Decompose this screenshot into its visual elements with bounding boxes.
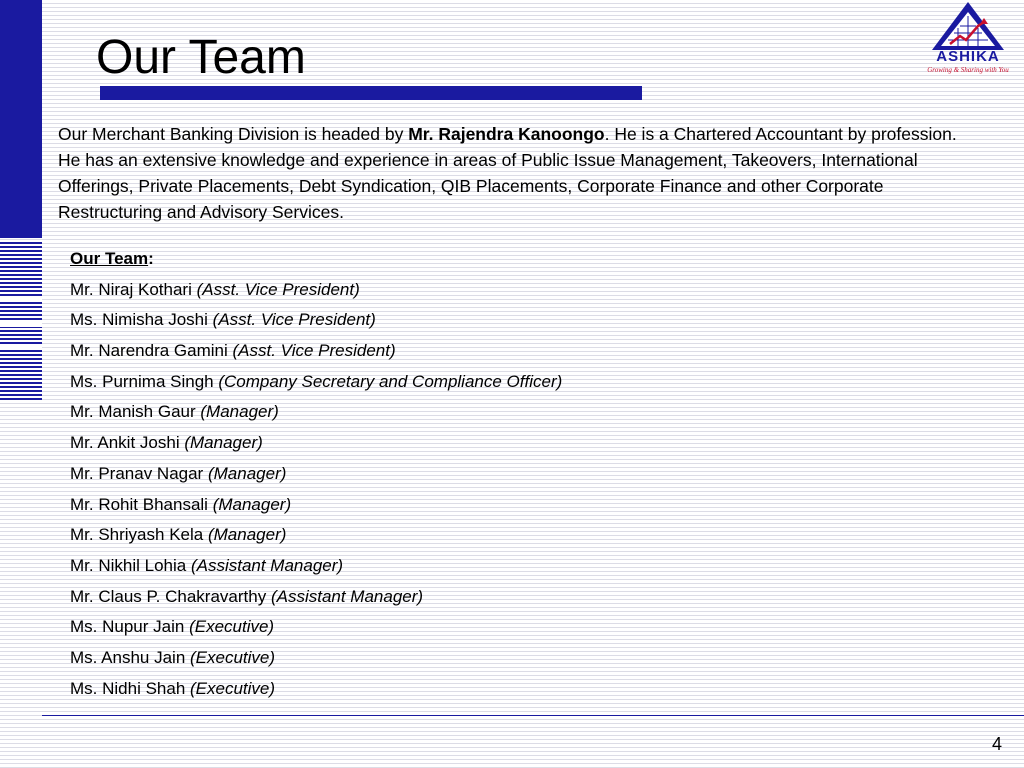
team-member (70, 522, 562, 553)
member-name: Ms. Purnima Singh (70, 371, 214, 391)
footer-divider (42, 715, 1024, 716)
ashika-logo (918, 0, 1018, 80)
intro-paragraph (58, 121, 968, 225)
slide-title: Our Team (96, 31, 306, 84)
logo-wordmark: ASHIKA (936, 48, 1000, 65)
member-role: (Assistant Manager) (190, 555, 344, 575)
member-role: (Manager) (207, 463, 287, 483)
division-head-name: Mr. Rajendra Kanoongo (408, 124, 605, 144)
member-name: Mr. Manish Gaur (70, 402, 196, 422)
team-heading-colon: : (148, 249, 154, 268)
intro-text-before: Our Merchant Banking Division is headed by (58, 124, 409, 144)
member-role: (Manager) (200, 402, 279, 422)
team-member (70, 492, 562, 523)
team-member (70, 614, 562, 645)
member-role: (Executive) (189, 617, 275, 637)
team-list (70, 246, 562, 706)
member-role: (Assistant Manager) (270, 586, 424, 606)
team-member (70, 430, 562, 461)
member-name: Ms. Nidhi Shah (70, 678, 186, 698)
logo-tagline: Growing & Sharing with You (927, 66, 1009, 74)
member-role: (Company Secretary and Compliance Officer) (218, 371, 563, 391)
member-name: Mr. Ankit Joshi (70, 433, 180, 453)
member-role: (Asst. Vice President) (196, 279, 360, 299)
team-member (70, 676, 562, 707)
team-member (70, 399, 562, 430)
team-member (70, 369, 562, 400)
member-role: (Manager) (212, 494, 292, 514)
page-number: 4 (991, 734, 1002, 754)
member-role: (Manager) (184, 433, 263, 453)
team-heading (70, 246, 562, 277)
ashika-triangle-icon (918, 0, 1018, 52)
member-name: Ms. Nupur Jain (70, 617, 185, 637)
member-name: Ms. Anshu Jain (70, 647, 186, 667)
team-member (70, 584, 562, 615)
team-member (70, 553, 562, 584)
member-role: (Asst. Vice President) (212, 310, 376, 330)
member-role: (Manager) (207, 525, 287, 545)
member-name: Mr. Rohit Bhansali (70, 494, 208, 514)
member-name: Ms. Nimisha Joshi (70, 310, 208, 330)
left-accent-bar (0, 0, 42, 238)
team-member (70, 277, 562, 308)
title-underline-bar (100, 86, 642, 100)
team-member (70, 338, 562, 369)
member-name: Mr. Claus P. Chakravarthy (70, 586, 267, 606)
member-role: (Executive) (190, 647, 276, 667)
left-striped-accent (0, 242, 42, 400)
team-member (70, 461, 562, 492)
member-role: (Executive) (190, 678, 276, 698)
intro-text-after: . He is a Chartered Accountant by profession. He has an extensive knowledge and experience in areas of Public Issue Management, Takeovers, International Offerings, Private Placements, Debt Syndication, QIB Placements, Corporate Finance and other Corporate Restructuring and Advisory Services. (58, 124, 957, 222)
member-name: Mr. Nikhil Lohia (70, 555, 187, 575)
member-role: (Asst. Vice President) (232, 341, 396, 361)
member-name: Mr. Pranav Nagar (70, 463, 204, 483)
team-member (70, 645, 562, 676)
member-name: Mr. Shriyash Kela (70, 525, 204, 545)
member-name: Mr. Niraj Kothari (70, 279, 192, 299)
team-member (70, 307, 562, 338)
member-name: Mr. Narendra Gamini (70, 341, 228, 361)
team-heading-label: Our Team (70, 249, 149, 268)
